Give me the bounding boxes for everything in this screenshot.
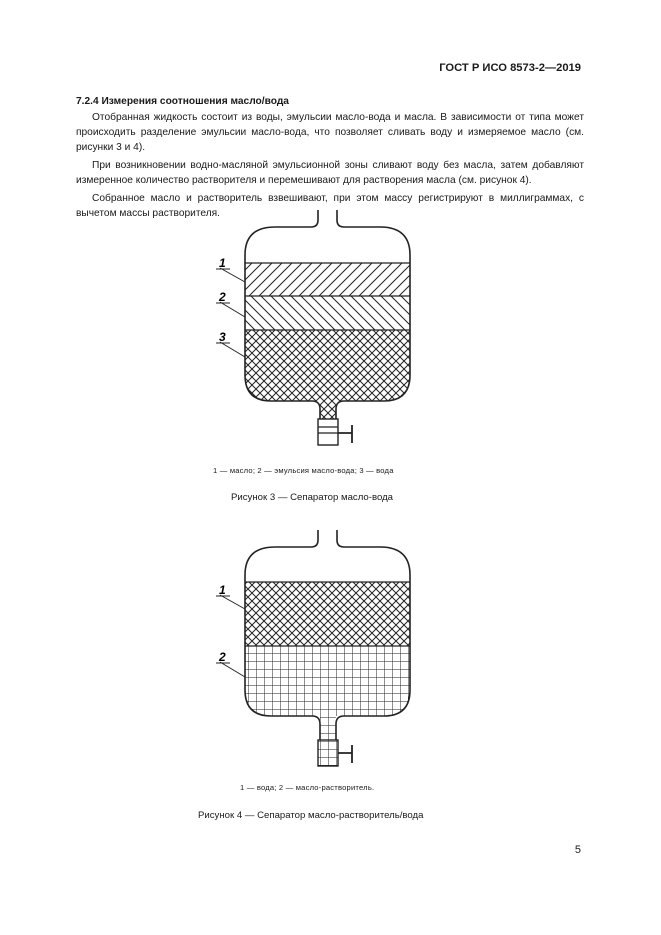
valve-handle — [338, 425, 352, 443]
label-2: 2 — [219, 290, 226, 304]
water-layer — [245, 330, 410, 405]
drain-valve — [318, 419, 338, 445]
figure-4-title: Рисунок 4 — Сепаратор масло-растворитель/вода — [198, 810, 424, 821]
label-1: 1 — [219, 256, 226, 270]
paragraph-2: При возникновении водно-масляной эмульсионной зоны сливают воду без масла, затем добавляют измеренное количество растворителя и перемешивают для растворения масла (см. рисунок 4). — [76, 160, 584, 186]
emulsion-layer — [245, 296, 410, 330]
paragraph-3: Собранное масло и растворитель взвешивают, при этом массу регистрируют в миллиграммах, с вычетом массы растворителя. — [76, 193, 584, 219]
paragraph-1: Отобранная жидкость состоит из воды, эмульсии масло-вода и масла. В зависимости от типа может происходить разделение эмульсии масло-вода, что позволяет сливать воду и измеряемое масло (см. рисунки 3 и 4). — [76, 112, 584, 153]
figure-4-legend: 1 — вода; 2 — масло-растворитель. — [240, 783, 375, 792]
drain-valve — [318, 740, 338, 766]
label-3: 3 — [219, 330, 226, 344]
figure-4-separator-diagram — [200, 525, 440, 775]
water-layer — [245, 582, 410, 646]
section-title: 7.2.4 Измерения соотношения масло/вода — [76, 96, 289, 107]
oil-layer — [245, 263, 410, 296]
document-header: ГОСТ Р ИСО 8573-2—2019 — [439, 62, 581, 74]
drain-neck-fill — [320, 716, 336, 740]
drain-neck-fill — [320, 401, 336, 419]
figure-3-title: Рисунок 3 — Сепаратор масло-вода — [231, 492, 393, 503]
label-1: 1 — [219, 583, 226, 597]
valve-handle — [338, 745, 352, 763]
page-number: 5 — [574, 844, 581, 856]
figure-3-legend: 1 — масло; 2 — эмульсия масло-вода; 3 — вода — [213, 466, 394, 475]
figure-3-separator-diagram — [200, 205, 440, 455]
oil-solvent-layer — [245, 646, 410, 721]
label-2: 2 — [219, 650, 226, 664]
